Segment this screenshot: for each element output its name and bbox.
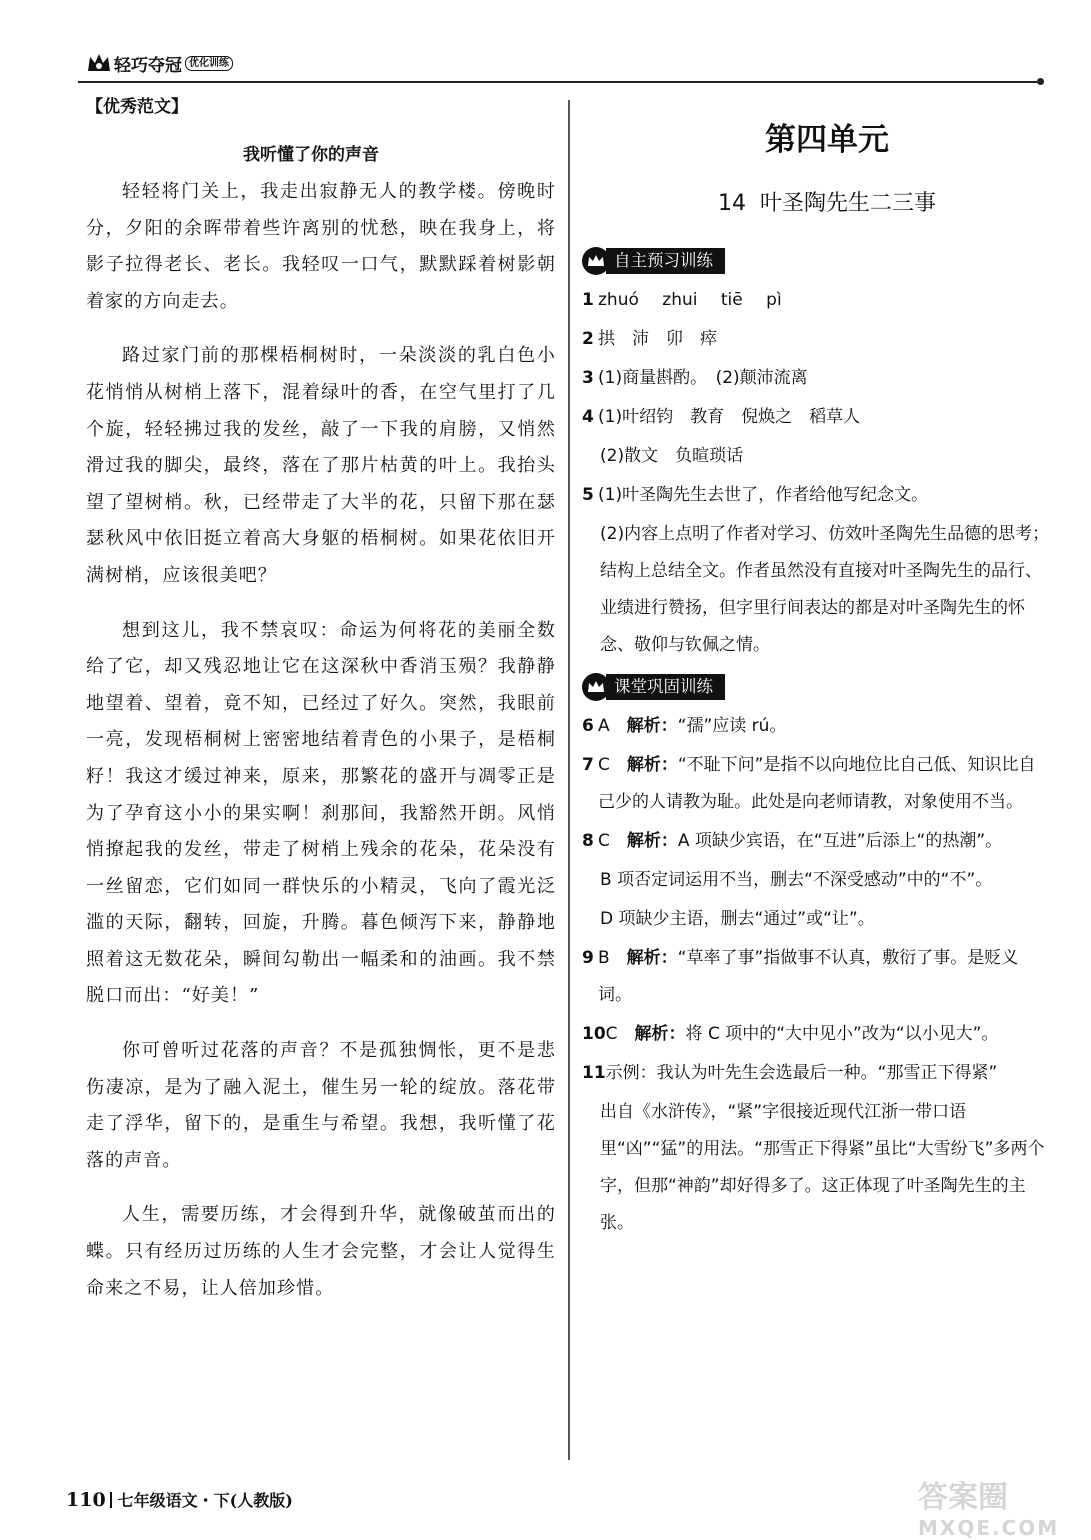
section-badge-label: 课堂巩固训练 bbox=[606, 674, 725, 700]
answer-text: 拱 沛 卯 瘁 bbox=[598, 329, 717, 349]
answer-text: D 项缺少主语，删去“通过”或“让”。 bbox=[600, 909, 875, 929]
header-rule bbox=[78, 81, 1040, 83]
answer-item bbox=[582, 321, 1052, 358]
crown-logo-icon bbox=[86, 51, 112, 75]
section-badge-label: 自主预习训练 bbox=[606, 248, 725, 274]
essay-paragraph: 轻轻将门关上，我走出寂静无人的教学楼。傍晚时分，夕阳的余晖带着些许离别的忧愁，映在我身上，将影子拉得老长、老长。我轻叹一口气，默默踩着树影朝着家的方向走去。 bbox=[86, 181, 556, 312]
pinyin: zhui bbox=[662, 290, 698, 310]
left-column bbox=[86, 92, 556, 1307]
answer-item bbox=[582, 940, 1052, 1014]
watermark-url: MXQE.COM bbox=[918, 1516, 1060, 1540]
analysis-text: “孺”应读 rú。 bbox=[677, 716, 787, 736]
answer-number: 6 bbox=[582, 716, 594, 736]
analysis-label: 解析： bbox=[634, 1024, 686, 1044]
answer-item bbox=[582, 823, 1052, 860]
answer-subitem bbox=[582, 862, 1052, 899]
pinyin: tiē bbox=[720, 290, 743, 310]
page-footer bbox=[66, 1488, 293, 1511]
analysis-label: 解析： bbox=[626, 831, 678, 851]
analysis-label: 解析： bbox=[626, 948, 678, 968]
answer-text: 出自《水浒传》，“紧”字很接近现代江浙一带口语里“凶”“猛”的用法。“那雪正下得紧”虽比“大雪纷飞”多两个字，但那“神韵”却好得多了。这正体现了叶圣陶先生的主张。 bbox=[600, 1102, 1045, 1233]
header-rule-dot bbox=[1037, 78, 1044, 85]
page-number: 110 bbox=[66, 1489, 106, 1511]
pinyin: zhuó bbox=[598, 290, 639, 310]
answer-subitem bbox=[582, 1094, 1052, 1242]
essay-body bbox=[86, 174, 556, 1307]
watermark-logo: 答案圈 bbox=[918, 1480, 1008, 1515]
analysis-label: 解析： bbox=[626, 755, 678, 775]
answer-text: (2)散文 负暄琐话 bbox=[600, 446, 744, 466]
answer-subitem bbox=[582, 516, 1052, 664]
answer-text: 示例：我认为叶先生会选最后一种。“那雪正下得紧” bbox=[605, 1063, 998, 1083]
answer-subitem bbox=[582, 901, 1052, 938]
lesson-number: 14 bbox=[717, 191, 746, 216]
answer-choice: C bbox=[605, 1024, 618, 1044]
answer-text: (1)叶圣陶先生去世了，作者给他写纪念文。 bbox=[598, 485, 929, 505]
answer-number: 9 bbox=[582, 948, 594, 968]
answer-text bbox=[598, 940, 1052, 1014]
answer-number: 8 bbox=[582, 831, 594, 851]
answer-text bbox=[598, 823, 1052, 860]
answer-item bbox=[582, 708, 1052, 745]
answer-text bbox=[598, 282, 1052, 319]
column-divider bbox=[568, 100, 570, 1460]
answer-number: 3 bbox=[582, 368, 594, 388]
watermark bbox=[918, 1472, 1088, 1540]
logo-title: 轻巧夺冠 bbox=[114, 55, 182, 76]
answer-number: 4 bbox=[582, 407, 594, 427]
answer-number: 1 bbox=[582, 290, 594, 310]
analysis-text: “草率了事”指做事不认真，敷衍了事。是贬义词。 bbox=[598, 948, 1019, 1005]
answer-text: (1)商量斟酌。 (2)颠沛流离 bbox=[598, 368, 808, 388]
page-header bbox=[78, 44, 1044, 84]
answer-text: B 项否定词运用不当，删去“不深受感动”中的“不”。 bbox=[600, 870, 993, 890]
answer-text: (1)叶绍钧 教育 倪焕之 稻草人 bbox=[598, 407, 861, 427]
section-badge-classroom bbox=[582, 672, 725, 702]
essay-title: 我听懂了你的声音 bbox=[243, 145, 379, 165]
answer-number: 7 bbox=[582, 755, 594, 775]
answer-choice: C bbox=[598, 831, 610, 851]
analysis-label: 解析： bbox=[626, 716, 678, 736]
answer-item bbox=[582, 747, 1052, 821]
answer-item bbox=[582, 477, 1052, 514]
answers-classroom bbox=[582, 708, 1052, 1242]
answer-text bbox=[598, 747, 1052, 821]
answer-number: 11 bbox=[582, 1063, 606, 1083]
answer-number: 10 bbox=[582, 1024, 606, 1044]
pinyin: pì bbox=[766, 290, 782, 310]
answer-item bbox=[582, 1055, 1052, 1092]
answer-text bbox=[598, 708, 1052, 745]
lesson-title bbox=[602, 186, 1052, 226]
essay-paragraph: 人生，需要历练，才会得到升华，就像破茧而出的蝶。只有经历过历练的人生才会完整，才会让人觉得生命来之不易，让人倍加珍惜。 bbox=[86, 1204, 556, 1299]
essay-paragraph: 路过家门前的那棵梧桐树时，一朵淡淡的乳白色小花悄悄从树梢上落下，混着绿叶的香，在空气里打了几个旋，轻轻拂过我的发丝，敲了一下我的肩膀，又悄然滑过我的脚尖，最终，落在了那片枯黄的叶上。我抬头望了望树梢。秋，已经带走了大半的花，只留下那在瑟瑟秋风中依旧挺立着高大身躯的梧桐树。如果花依旧开满树梢，应该很美吧？ bbox=[86, 345, 556, 586]
answer-text: (2)内容上点明了作者对学习、仿效叶圣陶先生品德的思考；结构上总结全文。作者虽然没有直接对叶圣陶先生的品行、业绩进行赞扬，但字里行间表达的都是对叶圣陶先生的怀念、敬仰与钦佩之情。 bbox=[600, 524, 1050, 655]
answer-text bbox=[606, 1016, 1052, 1053]
answer-number: 5 bbox=[582, 485, 594, 505]
lesson-name: 叶圣陶先生二三事 bbox=[759, 191, 936, 216]
essay-paragraph: 你可曾听过花落的声音？不是孤独惆怅，更不是悲伤凄凉，是为了融入泥土，催生另一轮的绽放。落花带走了浮华，留下的，是重生与希望。我想，我听懂了花落的声音。 bbox=[86, 1040, 556, 1171]
answer-item bbox=[582, 360, 1052, 397]
answer-item bbox=[582, 1016, 1052, 1053]
answer-subitem bbox=[582, 438, 1052, 475]
answer-choice: C bbox=[598, 755, 610, 775]
section-badge-preview bbox=[582, 246, 725, 276]
footer-divider bbox=[110, 1492, 112, 1508]
logo-subtitle: 优化训练 bbox=[185, 56, 233, 71]
answer-choice: A bbox=[598, 716, 610, 736]
answer-item bbox=[582, 282, 1052, 319]
section-label-model-essay: 【优秀范文】 bbox=[86, 97, 188, 117]
right-column bbox=[582, 92, 1052, 1242]
analysis-text: “不耻下问”是指不以向地位比自己低、知识比自己少的人请教为耻。此处是向老师请教，对象使用不当。 bbox=[598, 755, 1036, 812]
unit-title: 第四单元 bbox=[765, 122, 889, 158]
book-logo bbox=[86, 50, 233, 76]
analysis-text: 将 C 项中的“大中见小”改为“以小见大”。 bbox=[685, 1024, 999, 1044]
book-title: 七年级语文・下(人教版) bbox=[117, 1491, 293, 1510]
analysis-text: A 项缺少宾语，在“互进”后添上“的热潮”。 bbox=[677, 831, 1003, 851]
answer-number: 2 bbox=[582, 329, 594, 349]
answer-choice: B bbox=[598, 948, 610, 968]
essay-paragraph: 想到这儿，我不禁哀叹：命运为何将花的美丽全数给了它，却又残忍地让它在这深秋中香消玉殒？我静静地望着、望着，竟不知，已经过了好久。突然，我眼前一亮，发现梧桐树上密密地结着青色的小果子，是梧桐籽！我这才缓过神来，原来，那繁花的盛开与凋零正是为了孕育这小小的果实啊！刹那间，我豁然开朗。风悄悄撩起我的发丝，带走了树梢上残余的花朵，花朵没有一丝留恋，它们如同一群快乐的小精灵，飞向了霞光泛滥的天际，翻转，回旋，升腾。暮色倾泻下来，静静地照着这无数花朵，瞬间勾勒出一幅柔和的油画。我不禁脱口而出：“好美！” bbox=[86, 619, 556, 1007]
answers-preview bbox=[582, 282, 1052, 664]
answer-item bbox=[582, 399, 1052, 436]
